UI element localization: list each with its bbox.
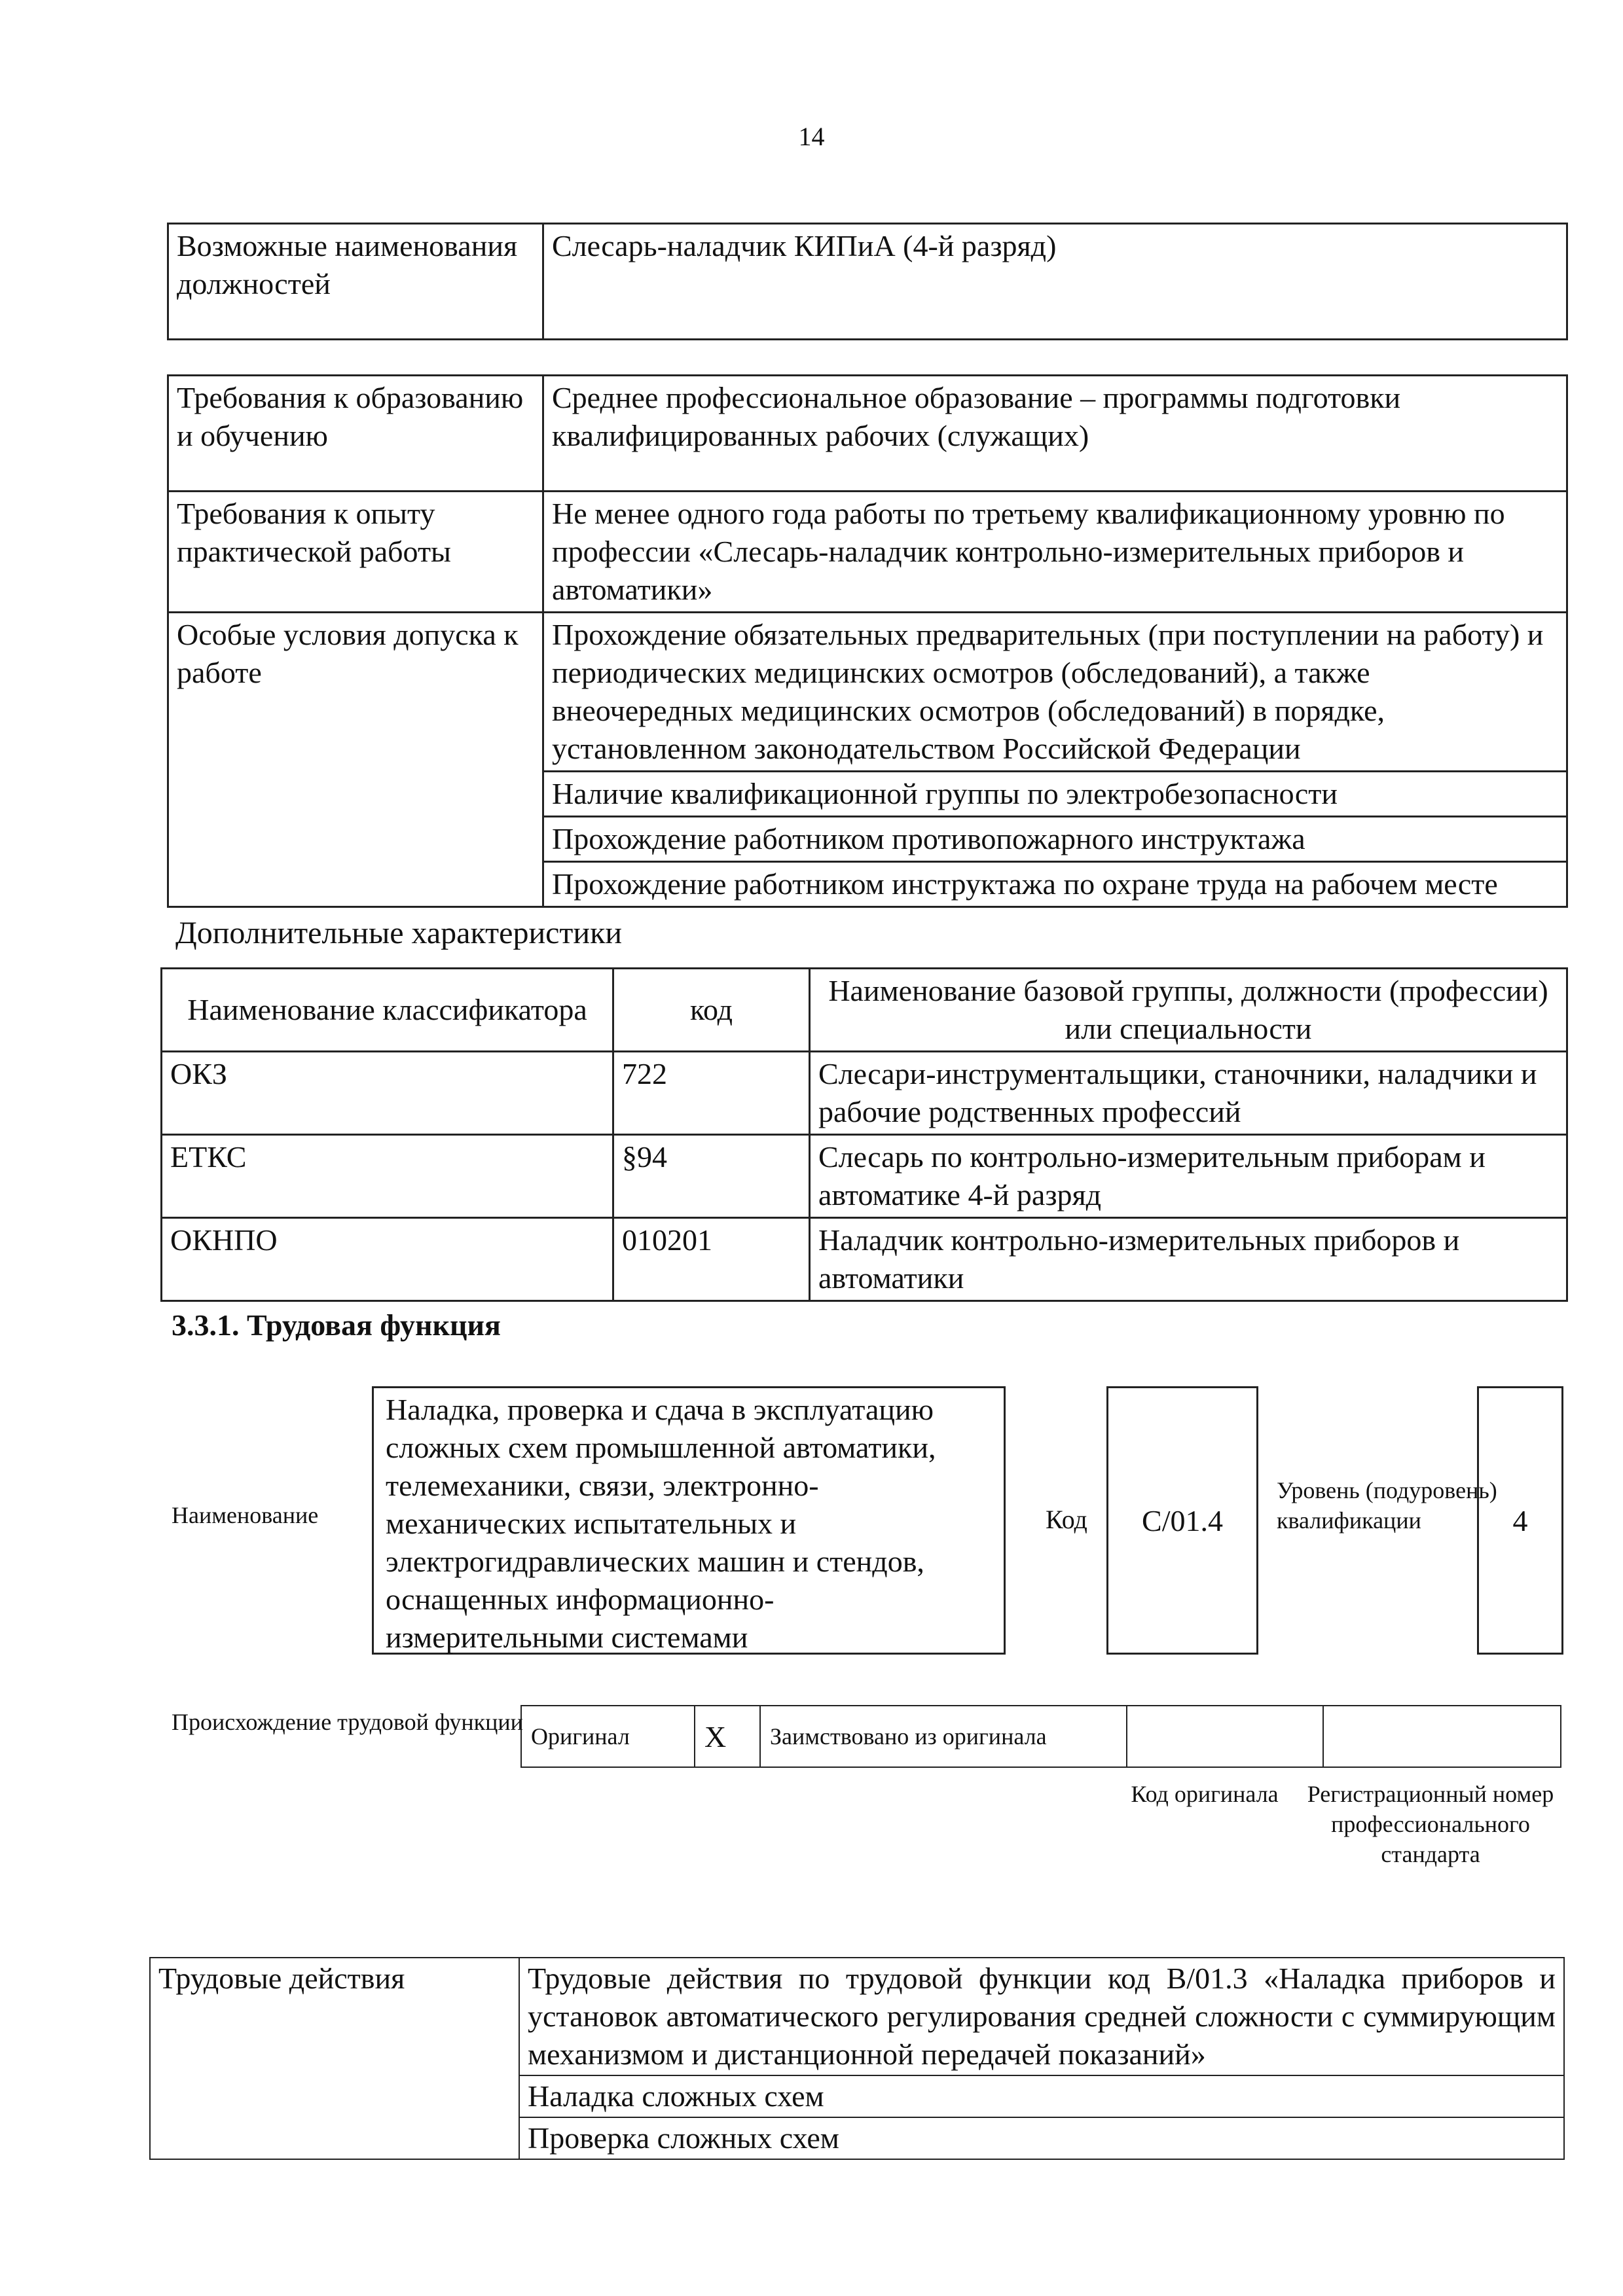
function-name-value: Наладка, проверка и сдача в эксплуатацию сложных схем промышленной автоматики, телемеханики, связи, электронно-механических испытательных и электрогидравлических машин и стендов, оснащенных информационно-измерительными системами (372, 1386, 1006, 1655)
positions-row (168, 224, 1567, 340)
labor-actions-label: Трудовые действия (150, 1958, 519, 2159)
table-row (162, 1135, 1567, 1218)
base-group-header: Наименование базовой группы, должности (профессии) или специальности (810, 969, 1567, 1052)
registration-number-cell (1323, 1706, 1561, 1767)
special-value: Прохождение работником противопожарного инструктажа (543, 817, 1567, 862)
table-row (162, 1218, 1567, 1301)
code-cell: 722 (613, 1052, 810, 1135)
positions-label: Возможные наименования должностей (168, 224, 543, 340)
code-cell: 010201 (613, 1218, 810, 1301)
positions-value: Слесарь-наладчик КИПиА (4-й разряд) (543, 224, 1567, 340)
classifier-header: Наименование классификатора (162, 969, 613, 1052)
experience-value: Не менее одного года работы по третьему квалификационному уровню по профессии «Слесарь-наладчик контрольно-измерительных приборов и автоматики» (543, 492, 1567, 613)
characteristics-table (160, 967, 1568, 1302)
function-level-label: Уровень (подуровень) квалификации (1277, 1477, 1497, 1534)
origin-table (520, 1705, 1561, 1768)
borrowed-label: Заимствовано из оригинала (760, 1706, 1127, 1767)
experience-label: Требования к опыту практической работы (168, 492, 543, 613)
special-label: Особые условия допуска к работе (168, 613, 543, 907)
labor-action-item: Наладка сложных схем (519, 2075, 1564, 2117)
origin-row (521, 1706, 1561, 1767)
origin-label: Происхождение трудовой функции (172, 1709, 523, 1735)
labor-action-item: Трудовые действия по трудовой функции код B/01.3 «Наладка приборов и установок автоматического регулирования средней сложности с суммирующим механизмом и дистанционной передачей показаний» (519, 1958, 1564, 2075)
function-name-label: Наименование (172, 1502, 319, 1528)
original-label: Оригинал (521, 1706, 695, 1767)
characteristics-header-row (162, 969, 1567, 1052)
original-code-caption: Код оригинала (1131, 1781, 1279, 1807)
education-value: Среднее профессиональное образование – программы подготовки квалифицированных рабочих (служащих) (543, 376, 1567, 492)
education-row (168, 376, 1567, 492)
labor-action-item: Проверка сложных схем (519, 2117, 1564, 2159)
table-row (162, 1052, 1567, 1135)
classifier-cell: ОКНПО (162, 1218, 613, 1301)
function-heading: 3.3.1. Трудовая функция (172, 1308, 501, 1342)
code-header: код (613, 969, 810, 1052)
education-label: Требования к образованию и обучению (168, 376, 543, 492)
function-level-value: 4 (1477, 1386, 1563, 1655)
requirements-table (167, 374, 1568, 908)
special-value: Наличие квалификационной группы по электробезопасности (543, 772, 1567, 817)
classifier-cell: ЕТКС (162, 1135, 613, 1218)
registration-number-caption: Регистрационный номер профессионального стандарта (1307, 1781, 1554, 1867)
page-number: 14 (798, 122, 825, 151)
name-cell: Наладчик контрольно-измерительных приборов и автоматики (810, 1218, 1567, 1301)
original-mark: X (695, 1706, 760, 1767)
code-cell: §94 (613, 1135, 810, 1218)
labor-actions-table (149, 1957, 1565, 2160)
name-cell: Слесарь по контрольно-измерительным приборам и автоматике 4-й разряд (810, 1135, 1567, 1218)
function-code-label: Код (1046, 1505, 1087, 1534)
name-cell: Слесари-инструментальщики, станочники, наладчики и рабочие родственных профессий (810, 1052, 1567, 1135)
function-code-value: C/01.4 (1106, 1386, 1258, 1655)
experience-row (168, 492, 1567, 613)
classifier-cell: ОКЗ (162, 1052, 613, 1135)
original-code-cell (1127, 1706, 1323, 1767)
special-value: Прохождение работником инструктажа по охране труда на рабочем месте (543, 862, 1567, 907)
special-value: Прохождение обязательных предварительных (при поступлении на работу) и периодических медицинских осмотров (обследований), а также внеочередных медицинских осмотров (обследований) в порядке, установленном законодательством Российской Федерации (543, 613, 1567, 772)
positions-table (167, 223, 1568, 340)
special-row (168, 613, 1567, 772)
additional-characteristics-title: Дополнительные характеристики (175, 916, 623, 950)
labor-action-row (150, 1958, 1564, 2075)
